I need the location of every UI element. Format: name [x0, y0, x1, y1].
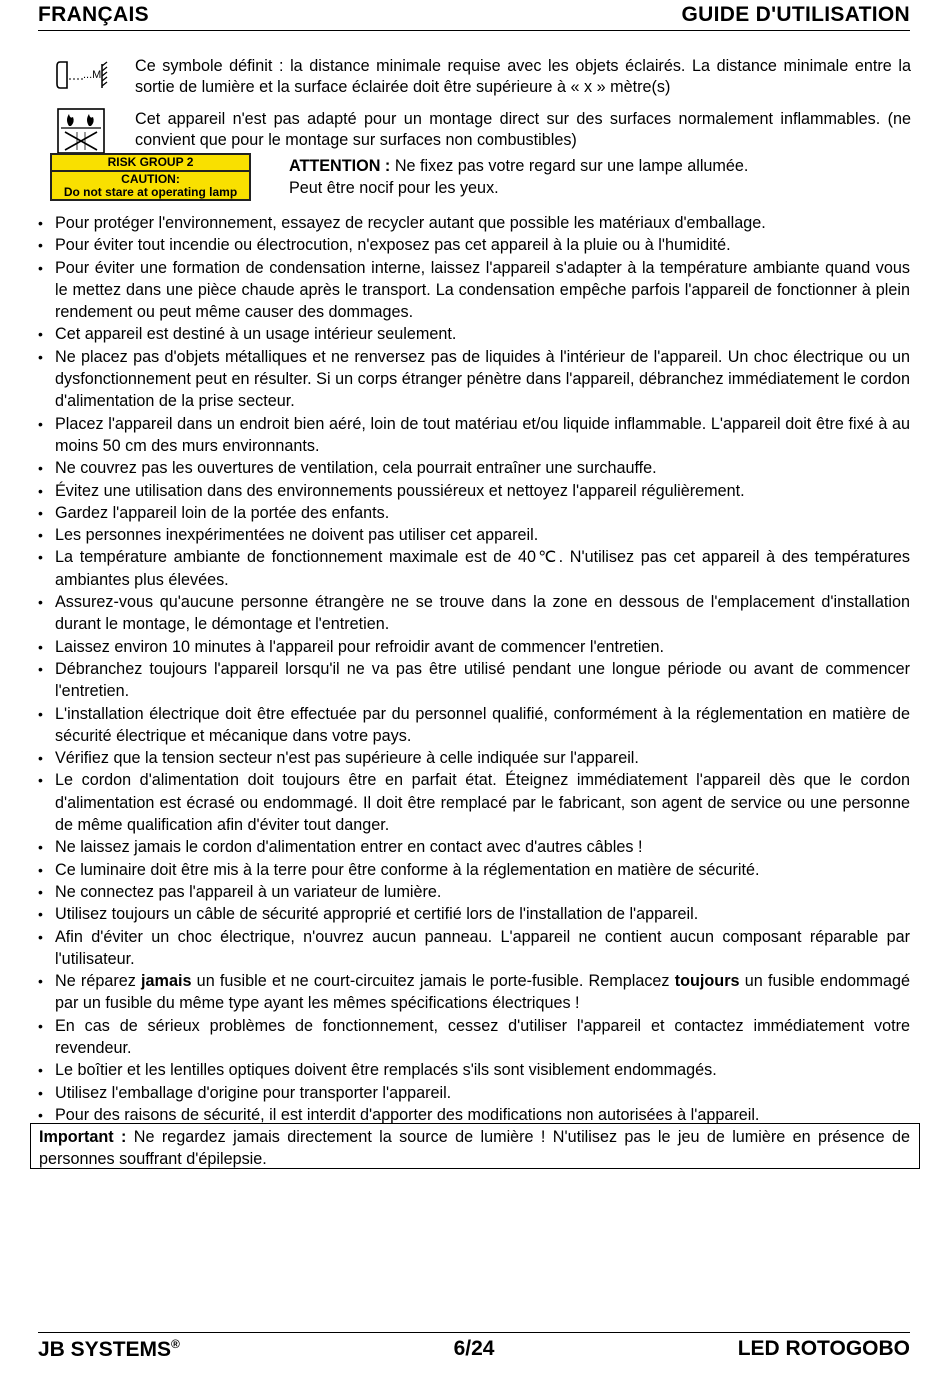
list-item: • Cet appareil est destiné à un usage intérieur seulement. — [38, 323, 910, 345]
fuse-text-a: Ne réparez — [55, 972, 142, 991]
important-label: Important : — [39, 1128, 127, 1146]
page-footer — [38, 1332, 910, 1365]
list-item-fuse — [38, 970, 910, 1015]
important-text: Ne regardez jamais directement la source de lumière ! N'utilisez pas le jeu de lumière en présence de personnes souffrant d'épilepsie. — [39, 1128, 910, 1168]
risk-caution-text: CAUTION: — [121, 172, 180, 186]
minimum-distance-text: Ce symbole définit : la distance minimale requise avec les objets éclairés. La distance minimale entre la sortie de lumière et la surface éclairée doit être supérieure à « x » mètre(s) — [135, 57, 911, 96]
list-item: • Vérifiez que la tension secteur n'est pas supérieure à celle indiquée sur l'appareil. — [38, 747, 910, 769]
list-item: • Ne connectez pas l'appareil à un variateur de lumière. — [38, 881, 910, 903]
flammable-surface-text: Cet appareil n'est pas adapté pour un montage direct sur des surfaces normalement inflammables. (ne convient que pour le montage sur surfaces non combustibles) — [135, 110, 911, 149]
attention-line-2: Peut être nocif pour les yeux. — [289, 179, 499, 197]
list-item: • Laissez environ 10 minutes à l'appareil pour refroidir avant de commencer l'entretien. — [38, 636, 910, 658]
fuse-text-jamais: jamais — [141, 972, 192, 991]
list-item: • Ne couvrez pas les ouvertures de ventilation, cela pourrait entraîner une surchauffe. — [38, 457, 910, 479]
list-item: • L'installation électrique doit être effectuée par du personnel qualifié, conformément à la réglementation en matière de sécurité électrique et mécanique dans votre pays. — [38, 703, 910, 748]
list-item: • Pour protéger l'environnement, essayez de recycler autant que possible les matériaux d'emballage. — [38, 212, 910, 234]
list-item: • Le boîtier et les lentilles optiques doivent être remplacés s'ils sont visiblement endommagés. — [38, 1059, 910, 1081]
list-item: • Ne laissez jamais le cordon d'alimentation entrer en contact avec d'autres câbles ! — [38, 836, 910, 858]
list-item: • Ce luminaire doit être mis à la terre pour être conforme à la réglementation en matière de sécurité. — [38, 859, 910, 881]
list-item: • Afin d'éviter un choc électrique, n'ouvrez aucun panneau. L'appareil ne contient aucun composant réparable par l'utilisateur. — [38, 926, 910, 971]
fuse-text-toujours: toujours — [674, 972, 740, 991]
attention-label: ATTENTION : — [289, 157, 391, 175]
list-item: • Placez l'appareil dans un endroit bien aéré, loin de tout matériau et/ou liquide inflammable. L'appareil doit être fixé à au moins 50 cm des murs environnants. — [38, 413, 910, 458]
attention-line-1: Ne fixez pas votre regard sur une lampe allumée. — [394, 157, 749, 175]
footer-brand-name: JB SYSTEMS — [38, 1338, 172, 1361]
list-item: • Utilisez l'emballage d'origine pour transporter l'appareil. — [38, 1082, 910, 1104]
list-item: • Assurez-vous qu'aucune personne étrangère ne se trouve dans la zone en dessous de l'emplacement d'installation durant le montage, le démontage et l'entretien. — [38, 591, 910, 636]
page-number: 6/24 — [453, 1337, 495, 1360]
list-item: • Gardez l'appareil loin de la portée des enfants. — [38, 502, 910, 524]
page-header — [38, 2, 910, 31]
list-item: • Pour éviter tout incendie ou électrocution, n'exposez pas cet appareil à la pluie ou à l'humidité. — [38, 234, 910, 256]
footer-product: LED ROTOGOBO — [737, 1337, 910, 1360]
fuse-text-e: un fusible endommagé par un fusible du même type ayant les mêmes spécifications électriques ! — [55, 972, 910, 1013]
important-notice-box — [30, 1123, 920, 1169]
list-item: • Débranchez toujours l'appareil lorsqu'il ne va pas être utilisé pendant une longue période ou avant de commencer l'entretien. — [38, 658, 910, 703]
list-item: • Les personnes inexpérimentées ne doivent pas utiliser cet appareil. — [38, 524, 910, 546]
list-item: • Ne placez pas d'objets métalliques et ne renversez pas de liquides à l'intérieur de l'appareil. Un choc électrique ou un dysfonctionnement peut en résulter. Si un corps étranger pénètre dans l'appareil, débranchez immédiatement le cordon d'alimentation de la prise secteur. — [38, 346, 910, 413]
safety-instructions-list — [38, 212, 910, 1126]
header-title: GUIDE D'UTILISATION — [681, 3, 910, 26]
list-item: • Évitez une utilisation dans des environnements poussiéreux et nettoyez l'appareil régulièrement. — [38, 480, 910, 502]
list-item: • Pour des raisons de sécurité, il est interdit d'apporter des modifications non autorisées à l'appareil. — [38, 1104, 910, 1126]
header-language: FRANÇAIS — [38, 3, 149, 26]
registered-mark: ® — [171, 1337, 180, 1351]
no-flammable-surface-icon — [57, 108, 105, 154]
risk-warning-text: Do not stare at operating lamp — [63, 185, 238, 199]
risk-group-label — [50, 153, 251, 201]
minimum-distance-icon-label: ...M — [83, 69, 102, 81]
list-item: • En cas de sérieux problèmes de fonctionnement, cessez d'utiliser l'appareil et contactez immédiatement votre revendeur. — [38, 1015, 910, 1060]
attention-note — [289, 155, 748, 199]
fuse-text-c: un fusible et ne court-circuitez jamais le porte-fusible. Remplacez — [191, 972, 675, 991]
list-item: • Utilisez toujours un câble de sécurité approprié et certifié lors de l'installation de l'appareil. — [38, 903, 910, 925]
list-item: • Pour éviter une formation de condensation interne, laissez l'appareil s'adapter à la température ambiante quand vous le mettez dans une pièce chaude après le transport. La condensation empêche parfois l'appareil de fonctionner à plein rendement ou peut même causer des dommages. — [38, 257, 910, 324]
risk-group-title: RISK GROUP 2 — [107, 155, 194, 169]
list-item: • La température ambiante de fonctionnement maximale est de 40℃. N'utilisez pas cet appareil à des températures ambiantes plus élevées. — [38, 546, 910, 591]
list-item: • Le cordon d'alimentation doit toujours être en parfait état. Éteignez immédiatement l'appareil dès que le cordon d'alimentation est écrasé ou endommagé. Il doit être remplacé par le fabricant, son agent de service ou une personne de même qualification afin d'éviter tout danger. — [38, 769, 910, 836]
minimum-distance-icon — [55, 58, 111, 94]
